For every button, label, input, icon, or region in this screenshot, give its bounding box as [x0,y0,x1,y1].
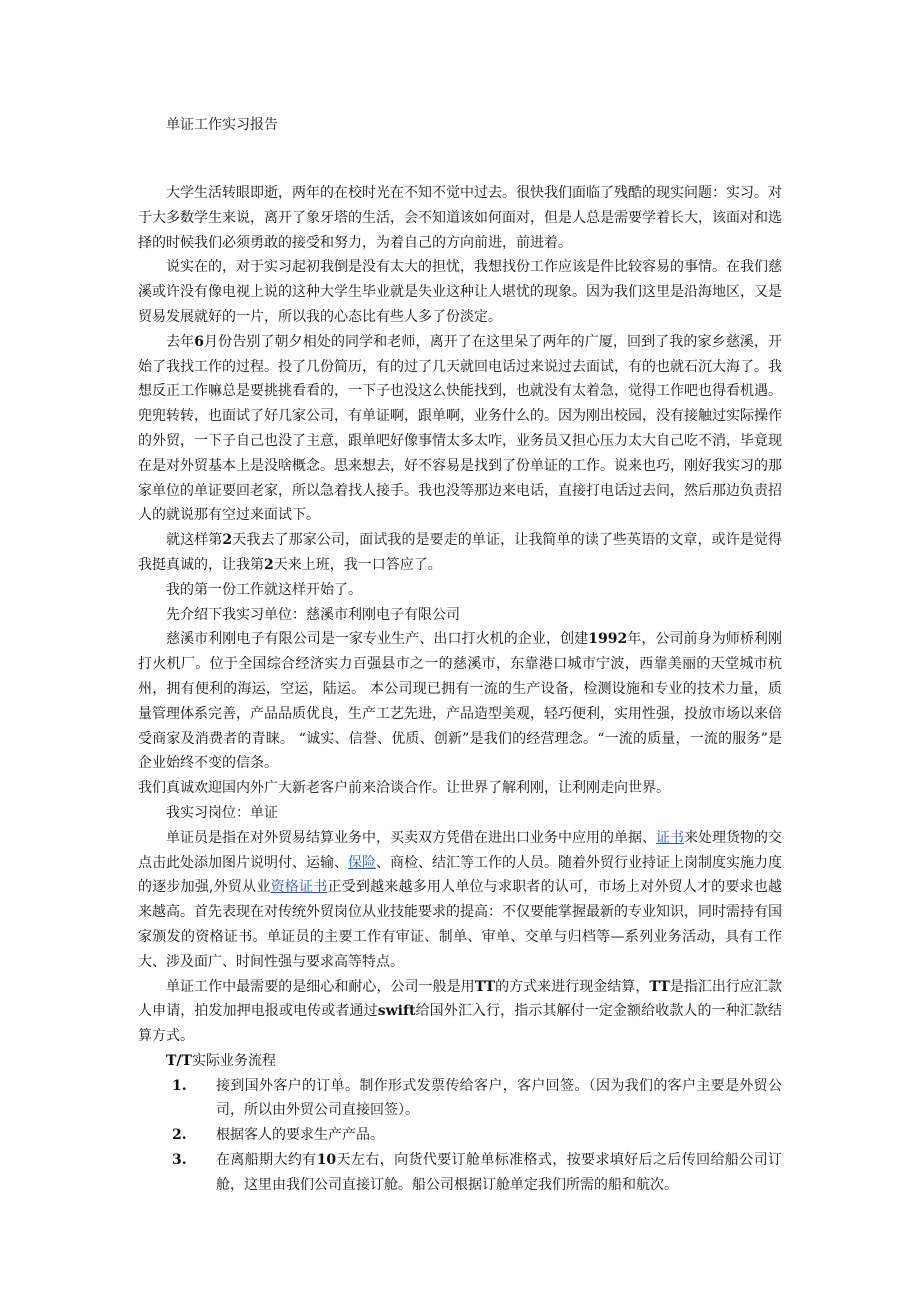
paragraph-tt-settlement: 单证工作中最需要的是细心和耐心，公司一般是用TT的方式来进行现金结算，TT是指汇出行应汇款人申请，拍发加押电报或电传或者通过swift给国外汇入行，指示其解付一定金额给收款人的一种汇款结算方式。 [138,978,783,1045]
link-insurance[interactable]: 保险 [348,854,376,871]
link-qualification-certificate[interactable]: 资格证书 [270,879,328,896]
list-item [138,1074,782,1124]
list-item-text: 接到国外客户的订单。制作形式发票传给客户，客户回签。（因为我们的客户主要是外贸公司，所以由外贸公司直接回签）。 [216,1077,782,1119]
list-item [138,1123,782,1148]
paragraph-documentation-role: 单证员是指在对外贸易结算业务中，买卖双方凭借在进出口业务中应用的单据、证书来处理货物的交点击此处添加图片说明付、运输、保险、商检、结汇等工作的人员。随着外贸行业持证上岗制度实施力度的逐步加强,外贸从业资格证书正受到越来越多用人单位与求职者的认可，市场上对外贸人才的要求也越来越高。首先表现在对传统外贸岗位从业技能要求的提高：不仅要能掌握最新的专业知识，同时需持有国家颁发的资格证书。单证员的主要工作有审证、制单、审单、交单与归档等—系列业务活动，具有工作大、涉及面广、时间性强与要求高等特点。 [138,829,783,970]
paragraph-interview: 就这样第2天我去了那家公司，面试我的是要走的单证，让我简单的读了些英语的文章，或许是觉得我挺真诚的，让我第2天来上班，我一口答应了。 [138,532,783,573]
paragraph-welcome: 我们真诚欢迎国内外广大新老客户前来洽谈合作。让世界了解利刚，让利刚走向世界。 [138,780,670,797]
list-item-number: 2. [172,1127,187,1144]
paragraph-position: 我实习岗位：单证 [166,804,278,821]
list-item-number: 1. [172,1077,187,1094]
list-item [138,1148,782,1198]
flow-heading: T/T实际业务流程 [166,1052,276,1069]
document-title: 单证工作实习报告 [166,117,278,133]
paragraph-company-intro: 先介绍下我实习单位：慈溪市利刚电子有限公司 [166,606,460,623]
flow-steps-list [138,1074,782,1198]
link-certificate[interactable]: 证书 [656,829,684,846]
paragraph-company-detail: 慈溪市利刚电子有限公司是一家专业生产、出口打火机的企业，创建1992年，公司前身为师桥利刚打火机厂。位于全国综合经济实力百强县市之一的慈溪市，东靠港口城市宁波，西靠美丽的天堂城市杭州，拥有便利的海运，空运，陆运。 本公司现已拥有一流的生产设备，检测设施和专业的技术力量，质量管理体系完善，产品品质优良，生产工艺先进，产品造型美观，轻巧便利，实用性强，投放市场以来倍受商家及消费者的青睐。 “诚实、信誉、优质、创新”是我们的经营理念。“一流的质量，一流的服务”是企业始终不变的信条。 [138,631,783,772]
paragraph-job-search: 去年6月份告别了朝夕相处的同学和老师，离开了在这里呆了两年的广厦，回到了我的家乡慈溪，开始了我找工作的过程。投了几份简历，有的过了几天就回电话过来说过去面试，有的也就石沉大海了。我想反正工作嘛总是要挑挑看看的，一下子也没这么快能找到，也就没有太着急，觉得工作吧也得看机遇。兜兜转转，也面试了好几家公司，有单证啊，跟单啊，业务什么的。因为刚出校园，没有接触过实际操作的外贸，一下子自己也没了主意，跟单吧好像事情太多太咋，业务员又担心压力太大自己吃不消，毕竟现在是对外贸基本上是没啥概念。思来想去，好不容易是找到了份单证的工作。说来也巧，刚好我实习的那家单位的单证要回老家，所以急着找人接手。我也没等那边来电话，直接打电话过去问，然后那边负责招人的就说那有空过来面试下。 [138,333,783,524]
paragraph-intro: 大学生活转眼即逝，两年的在校时光在不知不觉中过去。很快我们面临了残酷的现实问题：实习。对于大多数学生来说，离开了象牙塔的生活，会不知道该如何面对，但是人总是需要学着长大，该面对和选择的时候我们必须勇敢的接受和努力，为着自己的方向前进，前进着。 [138,185,782,251]
paragraph-concerns: 说实在的，对于实习起初我倒是没有太大的担忧，我想找份工作应该是件比较容易的事情。在我们慈溪或许没有像电视上说的这种大学生毕业就是失业这种让人堪忧的现象。因为我们这里是沿海地区，又是贸易发展就好的一片，所以我的心态比有些人多了份淡定。 [138,259,782,325]
list-item-number: 3. [172,1152,187,1169]
list-item-text: 在离船期大约有10天左右，向货代要订舱单标准格式，按要求填好后之后传回给船公司订舱，这里由我们公司直接订舱。船公司根据订舱单定我们所需的船和航次。 [216,1152,783,1193]
list-item-text: 根据客人的要求生产产品。 [216,1127,384,1144]
document-body [138,181,782,1198]
paragraph-first-job: 我的第一份工作就这样开始了。 [166,581,362,598]
